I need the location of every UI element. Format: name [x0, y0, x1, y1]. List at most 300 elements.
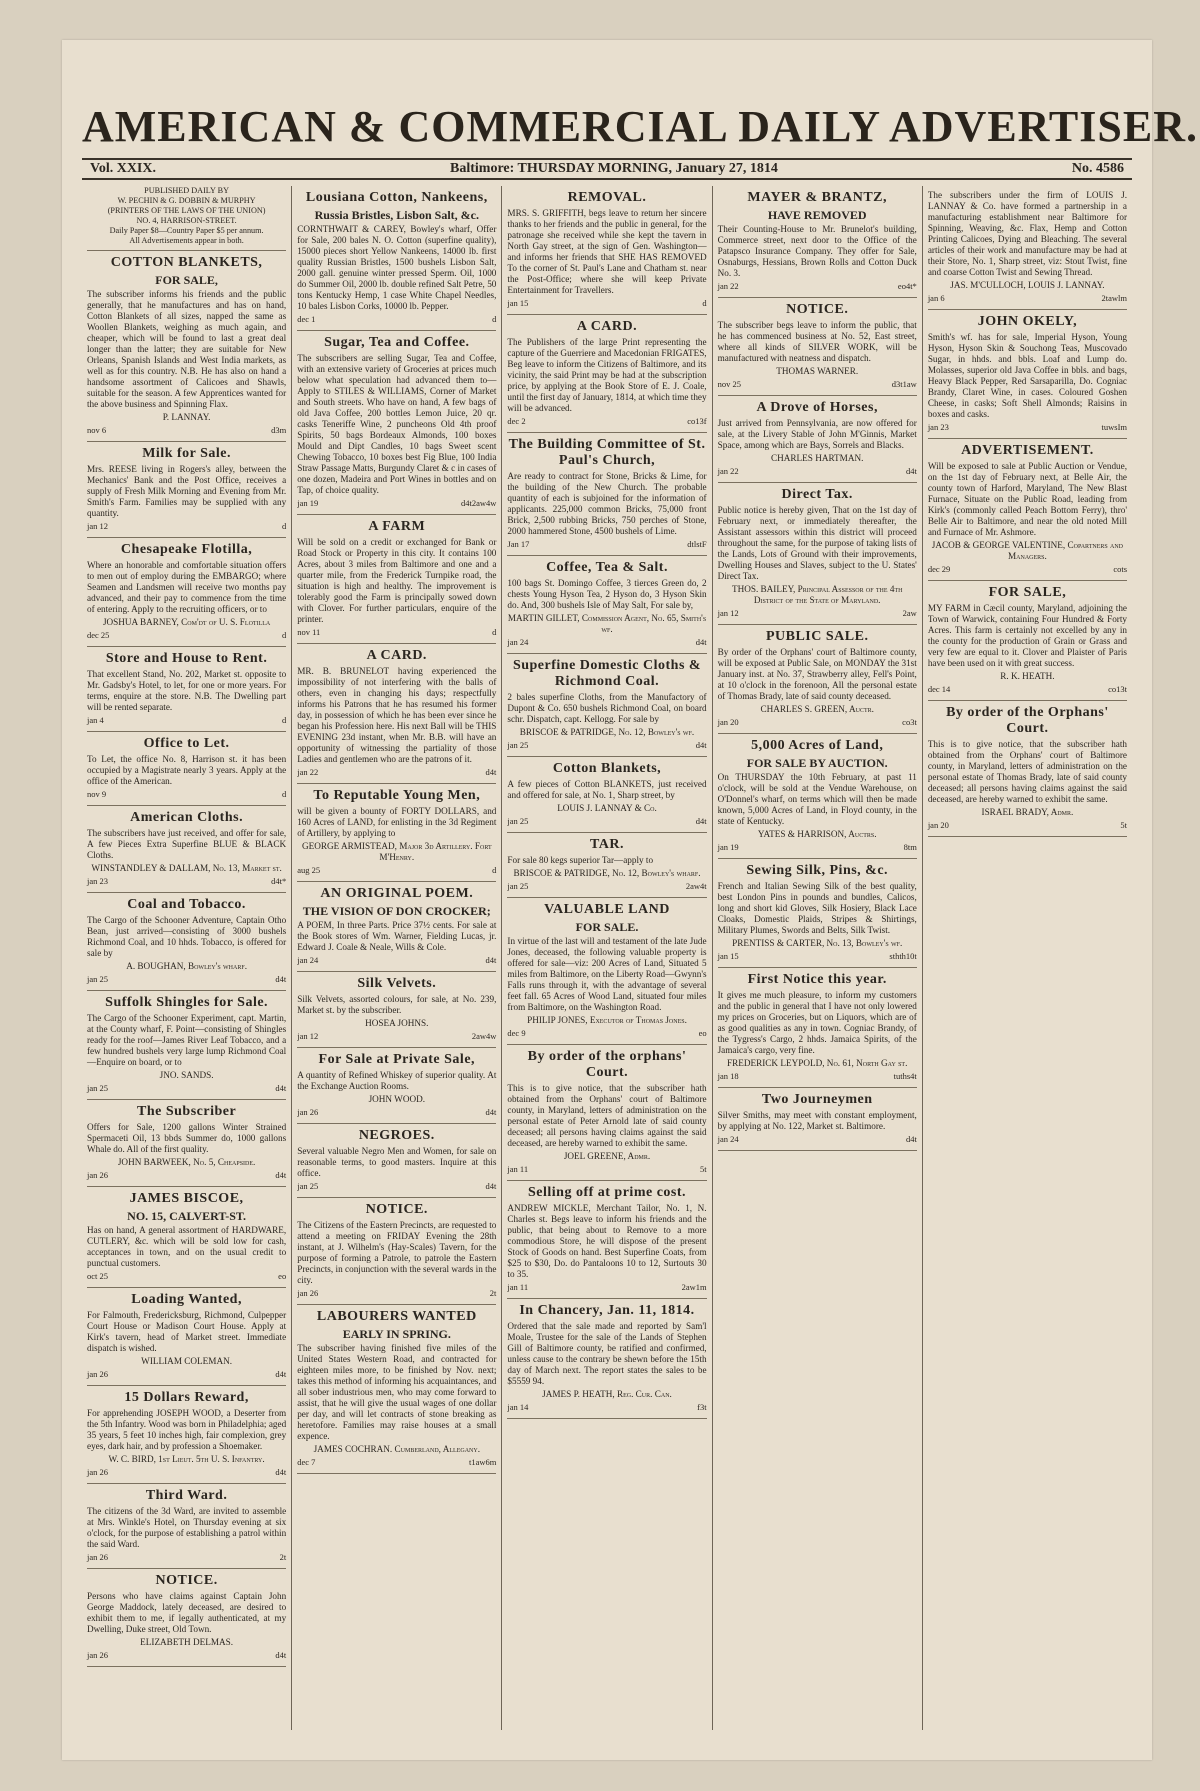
ad-date: jan 11	[507, 1164, 529, 1174]
publisher-line2: W. PECHIN & G. DOBBIN & MURPHY	[117, 196, 256, 205]
ad-heading: Superfine Domestic Cloths & Richmond Coal.	[512, 658, 702, 689]
ad-body: Their Counting-House to Mr. Brunelot's building, Commerce street, next door to the Office of the Patapsco Insurance Company. They offer for Sale, Osnaburgs, Hessians, Brown Rolls and Cotton Duck No. 3.	[717, 224, 917, 278]
ad-date: dec 9	[507, 1028, 526, 1038]
advertisement	[507, 898, 706, 1045]
ad-code: d	[281, 789, 287, 799]
ad-date: Jan 17	[507, 539, 530, 549]
ad-date: dec 7	[297, 1457, 316, 1467]
ad-heading: AN ORIGINAL POEM.	[320, 886, 474, 901]
ad-date-line	[87, 630, 286, 641]
ad-date: jan 20	[927, 820, 949, 830]
ad-date-line	[87, 1271, 286, 1282]
ad-heading: Sugar, Tea and Coffee.	[324, 335, 470, 350]
ad-signature: GEORGE ARMISTEAD, Major 3d Artillery. Fort M'Henry.	[301, 841, 492, 862]
ad-subheading: HAVE REMOVED	[767, 208, 867, 222]
advertisement	[87, 732, 286, 806]
advertisement	[87, 1569, 286, 1667]
ad-date-line	[507, 1402, 706, 1413]
ad-body: That excellent Stand, No. 202, Market st. opposite to Mr. Gadsby's Hotel, to let, for one or more years. For terms, enquire at the store. N.B. The Dwelling part will be rented separate.	[87, 669, 287, 712]
ad-date-line	[297, 498, 496, 509]
ad-code: d4t	[275, 1369, 287, 1379]
publisher-line5: Daily Paper $8—Country Paper $5 per annum.	[109, 226, 264, 235]
ad-date-line	[297, 314, 496, 325]
ad-code: d4t*	[271, 876, 287, 886]
ad-date: jan 12	[717, 608, 739, 618]
ad-date: jan 22	[717, 466, 739, 476]
ad-signature: BRISCOE & PATRIDGE, No. 12, Bowley's wf.	[519, 727, 695, 737]
ad-code: 2aw1m	[681, 1282, 707, 1292]
column-container	[82, 186, 1132, 1730]
ad-body: The subscribers under the firm of LOUIS J. LANNAY & Co. have formed a partnership in a manufacturing establishment near Baltimore for Spinning, Weaving, &c. Flax, Hemp and Cotton Printing Calicoes, Dying and Bleaching. The several articles of their work and manufacture may be had at their Store, No. 1, Sharp street, viz: Stout Twist, fine and coarse Cotton Twist and Sewing Thread.	[927, 190, 1128, 277]
ad-date: jan 22	[297, 767, 319, 777]
ad-date-line	[87, 1467, 286, 1478]
ad-date-line	[87, 1083, 286, 1094]
advertisement	[87, 1484, 286, 1569]
ad-body: A few pieces of Cotton BLANKETS, just received and offered for sale, at No. 1, Sharp street, by	[507, 779, 707, 800]
ad-date: jan 25	[87, 974, 109, 984]
ad-code: d4t	[485, 767, 497, 777]
advertisement	[507, 315, 706, 433]
ad-body: Silver Smiths, may meet with constant employment, by applying at No. 122, Market st. Baltimore.	[717, 1110, 917, 1131]
ad-date-line	[507, 298, 706, 309]
ad-heading: TAR.	[589, 837, 625, 852]
advertisement	[928, 701, 1127, 837]
ad-body: In virtue of the last will and testament of the late Jude Jones, deceased, the following valuable property is offered for sale—viz: 200 Acres of Land, Situated 5 miles from Baltimore, on the Liberty Road—Gwynn's Falls runs through it, with the advantage of several feet fall. 65 Acres of Wood Land, situated four miles from Baltimore, on the Washington Road.	[507, 936, 707, 1012]
ad-code: co3t	[902, 717, 917, 727]
ad-heading: JAMES BISCOE,	[129, 1191, 244, 1206]
ad-signature: JOHN WOOD.	[368, 1094, 426, 1104]
ad-date: aug 25	[297, 865, 321, 875]
ad-heading: By order of the Orphans' Court.	[946, 705, 1109, 736]
ad-heading: Coffee, Tea & Salt.	[546, 560, 668, 575]
ad-heading: REMOVAL.	[567, 190, 647, 205]
ad-signature: R. K. HEATH.	[1000, 671, 1055, 681]
column-4	[713, 186, 923, 1730]
ad-date: jan 26	[87, 1369, 109, 1379]
ad-subheading: FOR SALE,	[155, 273, 218, 287]
ad-date-line	[87, 1170, 286, 1181]
column-3	[502, 186, 712, 1730]
ad-date: oct 25	[87, 1271, 109, 1281]
ad-heading: The Building Committee of St. Paul's Church,	[508, 437, 706, 468]
ad-date-line	[718, 379, 917, 390]
ad-body: The subscriber informs his friends and the public generally, that he manufactures and has on hand, Cotton Blankets of all sizes, napped the same as Woollen Blankets, weighing as much again, and cheaper, which will be found to last a great deal longer than the latter; they are suitable for New Orleans, Spanish Islands and West India markets, as well as for this country. N.B. He has also on hand a handsome assortment of Calicoes and Shawls, suitable for the season. A few Apprentices wanted for the above business and Spinning Flax.	[87, 289, 287, 409]
ad-body: The subscriber having finished five miles of the United States Western Road, and contracted for eighteen miles more, to be finished by Nov. next; takes this method of informing his acquaintances, and all sober industrious men, who may come forward to assist, that he will give the usual wages of one dollar per day, and will let contracts of stone breaking as heretofore. Families may raise houses at a small expence.	[297, 1343, 497, 1441]
ad-date: jan 22	[717, 281, 739, 291]
ad-code: d4t	[485, 1181, 497, 1191]
ad-date-line	[718, 466, 917, 477]
advertisement	[297, 1048, 496, 1124]
ad-date-line	[718, 1134, 917, 1145]
ad-body: The citizens of the 3d Ward, are invited to assemble at Mrs. Winkle's Hotel, on Thursday evening at six o'clock, for the purpose of establishing a patrol within the said Ward.	[87, 1506, 287, 1549]
ad-heading: LABOURERS WANTED	[316, 1309, 477, 1324]
ad-code: d	[702, 298, 707, 308]
advertisement	[297, 1305, 496, 1474]
ad-date: dec 2	[507, 416, 526, 426]
ad-code: 2aw4t	[685, 881, 707, 891]
ad-heading: A Drove of Horses,	[756, 400, 878, 415]
ad-body: MRS. S. GRIFFITH, begs leave to return her sincere thanks to her friends and the public in general, for the patronage she received while she kept the tavern in North Gay street, at the sign of Gen. Washington—and informs her friends that SHE HAS REMOVED To the corner of St. Paul's Lane and Chatham st. near the Post-Office; where she will keep Private Entertainment for Travellers.	[507, 208, 707, 295]
ad-signature: A. BOUGHAN, Bowley's wharf.	[126, 961, 247, 971]
ad-code: d4t2aw4w	[460, 498, 497, 508]
ad-heading: In Chancery, Jan. 11, 1814.	[519, 1303, 695, 1318]
ad-date: jan 24	[717, 1134, 739, 1144]
ad-date-line	[297, 1457, 496, 1468]
ad-date: dec 25	[87, 630, 110, 640]
ad-date: jan 26	[87, 1467, 109, 1477]
ad-body: 100 bags St. Domingo Coffee, 3 tierces Green do, 2 chests Young Hyson Tea, 2 Hyson do, 3 Hyson Skin do. And, 300 bushels Isle of May Salt, For sale by,	[507, 578, 707, 610]
advertisement	[507, 433, 706, 556]
ad-heading: 15 Dollars Reward,	[124, 1390, 249, 1405]
advertisement	[87, 1100, 286, 1187]
ad-subheading: FOR SALE BY AUCTION.	[746, 756, 888, 770]
advertisement	[928, 439, 1127, 581]
publisher-block	[87, 186, 286, 251]
ad-heading: Chesapeake Flotilla,	[120, 542, 253, 557]
ad-heading: Selling off at prime cost.	[527, 1185, 687, 1200]
ad-subheading: NO. 15, CALVERT-ST.	[127, 1209, 247, 1223]
ad-date-line	[507, 637, 706, 648]
ad-heading: Third Ward.	[145, 1488, 228, 1503]
ad-subheading: FOR SALE.	[575, 920, 639, 934]
ad-code: d4t	[905, 1134, 917, 1144]
ad-body: For Falmouth, Fredericksburg, Richmond, Culpepper Court House or Madison Court House. Apply at Kirk's tavern, head of Market street. Immediate dispatch is wished.	[87, 1310, 287, 1353]
ad-body: 2 bales superfine Cloths, from the Manufactory of Dupont & Co. 650 bushels Richmond Coal, on board schr. Dispatch, capt. Kellogg. For sale by	[507, 692, 707, 724]
ad-body: It gives me much pleasure, to inform my customers and the public in general that I have not only lowered my prices on Groceries, but on Liquors, which are of as good qualities as any in town. Cogniac Brandy, of the Tygress's Cargo, 2 hhds. Jamaica Spirits, of the Jamaica's cargo, very fine.	[717, 990, 917, 1055]
ad-heading: Lousiana Cotton, Nankeens,	[305, 190, 488, 205]
advertisement	[718, 483, 917, 625]
ad-heading: NEGROES.	[358, 1128, 435, 1143]
ad-code: d4t	[485, 955, 497, 965]
ad-date-line	[718, 281, 917, 292]
ad-date: jan 6	[927, 293, 945, 303]
ad-signature: ELIZABETH DELMAS.	[140, 1637, 234, 1647]
ad-signature: JOEL GREENE, Admr.	[563, 1151, 651, 1161]
ad-date: dec 14	[927, 684, 951, 694]
ad-body: Will be sold on a credit or exchanged for Bank or Road Stock or Property in this city. It contains 100 Acres, about 3 miles from Baltimore and one and a quarter mile, from the Frederick Turnpike road, the situation is high and healthy. The improvement is tolerably good the Farm is principally sowed down with Clover. For further particulars, enquire of the printer.	[297, 537, 497, 624]
ad-code: tuths4t	[893, 1071, 917, 1081]
ad-date-line	[928, 820, 1127, 831]
ad-heading: 5,000 Acres of Land,	[751, 738, 884, 753]
ad-date: jan 25	[297, 1181, 319, 1191]
advertisement	[718, 396, 917, 483]
advertisement	[87, 1386, 286, 1484]
ad-heading: PUBLIC SALE.	[765, 629, 869, 644]
advertisement	[718, 859, 917, 968]
ad-date-line	[297, 627, 496, 638]
ad-heading: Milk for Sale.	[142, 446, 231, 461]
ad-date: jan 26	[87, 1170, 109, 1180]
ad-date-line	[718, 951, 917, 962]
ad-date: jan 23	[87, 876, 109, 886]
ad-date-line	[297, 767, 496, 778]
ad-body: Has on hand, A general assortment of HARDWARE, CUTLERY, &c. which will be sold low for cash, acceptances in town, and on the usual credit to punctual customers.	[87, 1225, 287, 1268]
advertisement	[297, 515, 496, 644]
advertisement	[297, 1198, 496, 1305]
publisher-line1: PUBLISHED DAILY BY	[144, 186, 230, 195]
ad-heading: Office to Let.	[143, 736, 230, 751]
newspaper-title: AMERICAN & COMMERCIAL DAILY ADVERTISER.	[82, 102, 1198, 151]
ad-code: 2t	[489, 1288, 497, 1298]
ad-body: will be given a bounty of FORTY DOLLARS, and 160 Acres of LAND, for enlisting in the 3d Regiment of Artillery, by applying to	[297, 806, 497, 838]
ad-body: MR. B. BRUNELOT having experienced the impossibility of not interfering with the balls of others, even in changing his days; respectfully informs his Patrons that he has resumed his former day, in possession of which he has been ever since he began his Profession here. His next Ball will be THIS EVENING 23d instant, when Mr. B.B. will have an opportunity of witnessing the partiality of those Ladies and gentlemen who are the patrons of it.	[297, 666, 497, 764]
advertisement	[718, 298, 917, 396]
ad-date: jan 25	[507, 740, 529, 750]
ad-date-line	[507, 881, 706, 892]
advertisement	[87, 1187, 286, 1288]
advertisement	[928, 186, 1127, 310]
ad-date-line	[87, 1552, 286, 1563]
ad-code: tuwsIm	[1101, 422, 1128, 432]
advertisement	[87, 442, 286, 538]
ad-body: This is to give notice, that the subscriber hath obtained from the Orphans' court of Baltimore county, in Maryland, letters of administration on the personal estate of Peter Arnold late of said county deceased; all persons having claims against the said deceased, are hereby warned to exhibit the same.	[507, 1083, 707, 1148]
ad-body: Offers for Sale, 1200 gallons Winter Strained Spermaceti Oil, 13 bbds Summer do, 1000 gallons Whale do. All of the first quality.	[87, 1122, 287, 1154]
ad-heading: A CARD.	[366, 648, 427, 663]
ad-signature: W. C. BIRD, 1st Lieut. 5th U. S. Infantry.	[108, 1454, 265, 1464]
ad-body: This is to give notice, that the subscriber hath obtained from the Orphans' court of Baltimore county, in Maryland, letters of administration on the personal estate of Thomas Brady, late of said county deceased; all persons having claims against the said deceased, are hereby warned to exhibit the same.	[927, 739, 1128, 804]
ad-heading: Suffolk Shingles for Sale.	[105, 995, 269, 1010]
publisher-line4: NO. 4, HARRISON-STREET.	[136, 216, 237, 225]
ad-signature: FREDERICK LEYPOLD, No. 61, North Gay st.	[727, 1058, 908, 1068]
advertisement	[507, 186, 706, 315]
ad-code: d	[492, 627, 497, 637]
ad-signature: HOSEA JOHNS.	[365, 1018, 429, 1028]
ad-date-line	[507, 1164, 706, 1175]
ad-body: The Publishers of the large Print representing the capture of the Guerriere and Macedonian FRIGATES, Beg leave to inform the Citizens of Baltimore, and its vicinity, the said Print may be had at the subscription price, by applying at the Book Store of E. J. Coale, until the first day of January, 1814, at which time they will be advanced.	[507, 337, 707, 413]
ad-date-line	[297, 1107, 496, 1118]
ad-signature: ISRAEL BRADY, Admr.	[981, 807, 1074, 817]
ad-code: sthth10t	[889, 951, 917, 961]
advertisement	[297, 186, 496, 331]
ad-signature: P. LANNAY.	[162, 412, 211, 422]
ad-date: nov 11	[297, 627, 321, 637]
ad-signature: THOS. BAILEY, Principal Assessor of the 4th District of the State of Maryland.	[731, 584, 903, 605]
ad-date: jan 15	[507, 298, 529, 308]
advertisement	[718, 625, 917, 734]
ad-heading: MAYER & BRANTZ,	[747, 190, 888, 205]
ad-date: jan 26	[87, 1650, 109, 1660]
ad-date: jan 4	[87, 715, 104, 725]
ad-signature: JAS. M'CULLOCH, LOUIS J. LANNAY.	[950, 280, 1105, 290]
advertisement	[297, 331, 496, 515]
ad-body: Will be exposed to sale at Public Auction or Vendue, on the 1st day of February next, at Belle Air, the county town of Harford, Maryland, The New Blast Furnace, Situate on the Public Road, leading from Kirk's (commonly called Peach Bottom Ferry), thro' Belle Air to Baltimore, and near the old noted Mill and Furnace of Mr. Ashmore.	[927, 461, 1128, 537]
ad-body: Smith's wf. has for sale, Imperial Hyson, Young Hyson, Hyson Skin & Souchong Teas, Muscovado Sugar, in hhds. and bbls. Loaf and Lump do. Molasses, superior old Java Coffee in bbls. and bags, Heavy Black Pepper, Red Sarsaparilla, Do. Cogniac Brandy, Claret Wine, in cases. Coloured Goshen Cheese, in casks; Soft Shell Almonds; Raisins in boxes and casks.	[927, 332, 1128, 419]
ad-heading: Sewing Silk, Pins, &c.	[746, 863, 889, 878]
advertisement	[507, 1299, 706, 1419]
ad-date-line	[718, 717, 917, 728]
ad-code: d4t	[695, 740, 707, 750]
ad-body: For apprehending JOSEPH WOOD, a Deserter from the 5th Infantry. Wood was born in Philadelphia; aged 35 years, 5 feet 10 inches high, fair complexion, grey eyes, dark hair, and by profession a Shoemaker.	[87, 1408, 287, 1451]
ad-signature: CHARLES S. GREEN, Auctr.	[760, 704, 874, 714]
ad-body: On THURSDAY the 10th February, at past 11 o'clock, will be sold at the Vendue Warehouse, on O'Donnel's wharf, on terms which will then be made known, 5,000 Acres of Land, in Floyd county, in the state of Kentucky.	[717, 772, 917, 826]
ad-heading: Cotton Blankets,	[552, 761, 662, 776]
ad-date: dec 1	[297, 314, 316, 324]
ad-signature: WINSTANDLEY & DALLAM, No. 13, Market st.	[91, 863, 282, 873]
ad-date: jan 26	[297, 1288, 319, 1298]
ad-heading: Coal and Tobacco.	[127, 897, 246, 912]
ad-code: eo	[698, 1028, 707, 1038]
ad-code: d4t	[275, 1467, 287, 1477]
ad-signature: CHARLES HARTMAN.	[771, 453, 864, 463]
advertisement	[87, 251, 286, 442]
ad-body: A POEM, In three Parts. Price 37½ cents. For sale at the Book stores of Wm. Warner, Fielding Lucas, jr. Edward J. Coale & Neale, Wills & Cole.	[297, 920, 497, 952]
advertisement	[87, 893, 286, 991]
ad-subheading: Russia Bristles, Lisbon Salt, &c.	[314, 208, 479, 222]
ad-heading: To Reputable Young Men,	[313, 788, 481, 803]
ad-signature: JOSHUA BARNEY, Com'dt of U. S. Flotilla	[102, 617, 271, 627]
ad-date-line	[87, 1650, 286, 1661]
ad-code: co13t	[1108, 684, 1128, 694]
ad-signature: YATES & HARRISON, Auctrs.	[757, 829, 877, 839]
ad-date: jan 25	[507, 816, 529, 826]
ad-heading: Silk Velvets.	[357, 976, 437, 991]
ad-body: Public notice is hereby given, That on the 1st day of February next, or immediately thereafter, the Assistant assessors within this district will proceed throughout the same, for the purpose of taking lists of the Lands, Lots of Ground with their improvements, Dwelling Houses and Slaves, subject to the U. States' Direct Tax.	[717, 505, 917, 581]
ad-date-line	[297, 865, 496, 876]
ad-heading: Store and House to Rent.	[105, 651, 268, 666]
advertisement	[718, 734, 917, 859]
ad-body: Just arrived from Pennsylvania, are now offered for sale, at the Livery Stable of John M'Ginnis, Market Space, among which are Bays, Sorrels and Blacks.	[717, 418, 917, 450]
advertisement	[507, 556, 706, 654]
ad-date-line	[928, 422, 1127, 433]
ad-date-line	[507, 740, 706, 751]
ad-signature: JACOB & GEORGE VALENTINE, Copartners and Managers.	[931, 540, 1124, 561]
ad-signature: MARTIN GILLET, Commission Agent, No. 65, Smith's wf.	[507, 613, 707, 634]
column-1	[82, 186, 292, 1730]
ad-code: f3t	[697, 1402, 707, 1412]
advertisement	[507, 757, 706, 833]
ad-date-line	[928, 684, 1127, 695]
ad-code: d4t	[275, 1083, 287, 1093]
ad-heading: VALUABLE LAND	[544, 902, 670, 917]
advertisement	[718, 968, 917, 1088]
ad-date-line	[507, 1282, 706, 1293]
advertisement	[297, 882, 496, 972]
ad-date-line	[297, 955, 496, 966]
ad-body: MY FARM in Cæcil county, Maryland, adjoining the Town of Warwick, containing Four Hundred & Forty Acres. This farm is certainly not excelled by any in the county for the production of Grain or Grass and very few are equal to it. Clover and Plaister of Paris have been used on it with great success.	[927, 603, 1128, 668]
ad-body: Persons who have claims against Captain John George Maddock, lately deceased, are desired to exhibit them to me, if legally authenticated, at my Dwelling, Duke street, Old Town.	[87, 1591, 287, 1634]
ad-date-line	[718, 608, 917, 619]
ad-date: jan 18	[717, 1071, 739, 1081]
ad-date: jan 19	[297, 498, 319, 508]
ad-code: d4t	[695, 816, 707, 826]
ad-code: d4t	[275, 974, 287, 984]
ad-heading: The Subscriber	[137, 1104, 237, 1119]
ad-date-line	[87, 521, 286, 532]
ad-heading: A FARM	[368, 519, 426, 534]
ad-heading: NOTICE.	[786, 302, 849, 317]
advertisement	[87, 538, 286, 647]
ad-date-line	[87, 974, 286, 985]
ad-heading: First Notice this year.	[747, 972, 887, 987]
ad-signature: LOUIS J. LANNAY & Co.	[557, 803, 657, 813]
ad-code: d3t1aw	[891, 379, 917, 389]
ad-body: French and Italian Sewing Silk of the best quality, best London Pins in pounds and bundles, Calicos, long and short kid Gloves, Silk Hosiery, Black Lace Cloaks, Domestic Plaids, Stripes & Shirtings, Military Plumes, Swords and Belts, Silk Twist.	[717, 881, 917, 935]
ad-code: d	[281, 630, 287, 640]
ad-subheading: EARLY IN SPRING.	[342, 1327, 451, 1341]
dateline	[82, 158, 1132, 180]
advertisement	[507, 1045, 706, 1181]
ad-heading: A CARD.	[576, 319, 638, 334]
ad-signature: JAMES COCHRAN. Cumberland, Allegany.	[313, 1444, 480, 1454]
advertisement	[507, 833, 706, 898]
ad-date: jan 19	[717, 842, 739, 852]
ad-date-line	[928, 293, 1127, 304]
ad-signature: THOMAS WARNER.	[776, 366, 859, 376]
ad-code: 8tm	[903, 842, 917, 852]
ad-date-line	[718, 1071, 917, 1082]
ad-heading: Loading Wanted,	[131, 1292, 242, 1307]
issue-number: No. 4586	[1071, 161, 1124, 176]
ad-code: d3m	[271, 425, 287, 435]
ad-heading: Two Journeymen	[761, 1092, 873, 1107]
ad-signature: PRENTISS & CARTER, No. 13, Bowley's wf.	[732, 938, 903, 948]
ad-date-line	[87, 876, 286, 887]
ad-date-line	[507, 816, 706, 827]
advertisement	[297, 784, 496, 882]
advertisement	[507, 1181, 706, 1299]
ad-date: nov 25	[717, 379, 741, 389]
ad-date: nov 6	[87, 425, 107, 435]
ad-code: d	[281, 521, 287, 531]
ad-date: jan 20	[717, 717, 739, 727]
ad-heading: Direct Tax.	[781, 487, 853, 502]
ad-heading: ADVERTISEMENT.	[961, 443, 1094, 458]
ad-signature: BRISCOE & PATRIDGE, No. 12, Bowley's wharf.	[513, 868, 701, 878]
ad-subheading: THE VISION OF DON CROCKER;	[302, 904, 491, 918]
volume-number: Vol. XXIX.	[90, 161, 156, 176]
ad-body: The subscribers have just received, and offer for sale, A few Pieces Extra Superfine BLUE & BLACK Cloths.	[87, 828, 287, 860]
ad-body: Ordered that the sale made and reported by Sam'l Moale, Trustee for the sale of the Lands of Stephen Gill of Baltimore county, be ratified and confirmed, unless cause to the contrary be shewn before the 15th day of March next. The report states the sales to be $5559 94.	[507, 1321, 707, 1386]
ad-code: 5t	[1120, 820, 1128, 830]
ad-code: d4t	[275, 1170, 287, 1180]
advertisement	[87, 647, 286, 732]
ad-date: nov 9	[87, 789, 107, 799]
ad-date-line	[297, 1181, 496, 1192]
ad-code: d4t	[695, 637, 707, 647]
ad-code: d	[281, 715, 287, 725]
ad-date: jan 12	[297, 1031, 319, 1041]
advertisement	[928, 581, 1127, 701]
ad-signature: PHILIP JONES, Executor of Thomas Jones.	[527, 1015, 687, 1025]
ad-heading: COTTON BLANKETS,	[110, 255, 263, 270]
ad-code: 2tawlm	[1101, 293, 1128, 303]
ad-date-line	[87, 425, 286, 436]
ad-code: d4t	[275, 1650, 287, 1660]
ad-code: 5t	[699, 1164, 707, 1174]
ad-date: jan 11	[507, 1282, 529, 1292]
ad-signature: JOHN BARWEEK, No. 5, Cheapside.	[117, 1157, 256, 1167]
ad-date: jan 12	[87, 521, 109, 531]
ad-body: Mrs. REESE living in Rogers's alley, between the Mechanics' Bank and the Post Office, receives a supply of Fresh Milk Morning and Evening from Mr. Smith's Farm. Families may be supplied with any quantity.	[87, 464, 287, 518]
ad-date: jan 15	[717, 951, 739, 961]
ad-body: ANDREW MICKLE, Merchant Tailor, No. 1, N. Charles st. Begs leave to inform his friends and the public, that being about to Remove to a more commodious Store, he will dispose of the present Stock of Goods on hand. Best Superfine Coats, from $25 to $30, Do. do Pantaloons 10 to 12, Surtouts 30 to 35.	[507, 1203, 707, 1279]
ad-body: By order of the Orphans' court of Baltimore county, will be exposed at Public Sale, on MONDAY the 31st January inst. at No. 37, Strawberry alley, Fell's Point, at 10 o'clock in the forenoon, All the personal estate of Thomas Brady, late of said county deceased.	[717, 647, 917, 701]
column-2	[292, 186, 502, 1730]
ad-body: The subscriber begs leave to inform the public, that he has commenced business at No. 52, East street, where all kinds of SILVER WORK, will be manufactured with neatness and dispatch.	[717, 320, 917, 363]
ad-code: eo4t*	[897, 281, 917, 291]
ad-code: 2aw4w	[471, 1031, 497, 1041]
ad-date: jan 25	[507, 881, 529, 891]
advertisement	[928, 310, 1127, 439]
ad-body: CORNTHWAIT & CAREY, Bowley's wharf, Offer for Sale, 200 bales N. O. Cotton (superfine quality), 15000 pieces short Yellow Nankeens, 14000 lb. first quality Russian Bristles, 1500 bushels Lisbon Salt, 2000 gall. genuine winter pressed Sperm. Oil, 1000 do Summer Oil, 2000 lb. double refined Salt Petre, 50 tons Kentucky Hemp, 1 case White Chapel Needles, 10 bales Lisbon Corks, 10000 lb. Pepper.	[297, 224, 497, 311]
publisher-line6: All Advertisements appear in both.	[129, 236, 244, 245]
ad-signature: JNO. SANDS.	[159, 1070, 214, 1080]
ad-body: Several valuable Negro Men and Women, for sale on reasonable terms, to good masters. Inquire at this office.	[297, 1146, 497, 1178]
ad-date-line	[507, 1028, 706, 1039]
column-5	[923, 186, 1132, 1730]
ad-heading: JOHN OKELY,	[977, 314, 1078, 329]
ad-date-line	[718, 842, 917, 853]
